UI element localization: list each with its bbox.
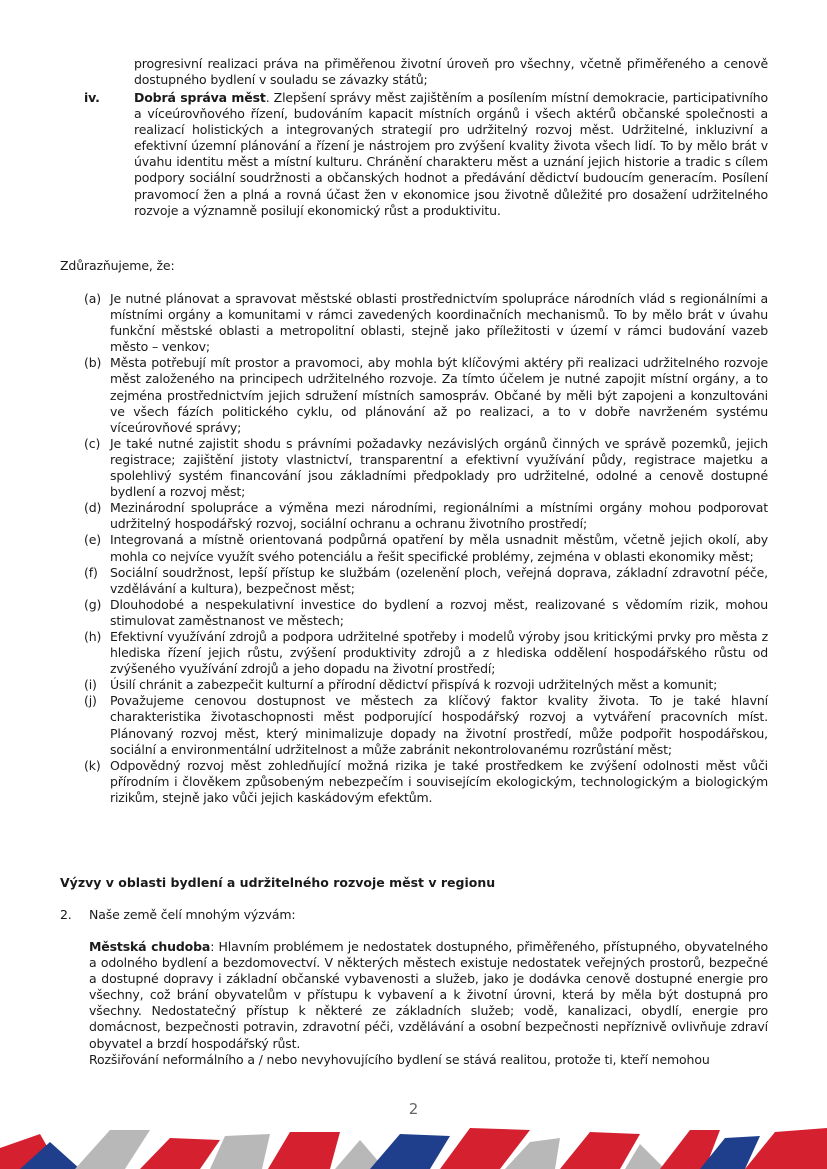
item-text: Úsilí chránit a zabezpečit kulturní a přírodní dědictví přispívá k rozvoji udržitelných měst a komunit;	[110, 677, 718, 693]
item-label: (a)	[84, 291, 101, 306]
paragraph-title: Městská chudoba	[89, 939, 211, 954]
list-item	[84, 500, 768, 532]
footer-shapes	[0, 1128, 827, 1169]
continuation-text: progresivní realizaci práva na přiměřenou životní úroveň pro všechny, včetně přiměřeného a cenově dostupného bydlení v souladu se závazky států;	[134, 56, 768, 88]
section-2-header	[60, 907, 768, 923]
list-item	[84, 436, 768, 500]
item-label: (k)	[84, 757, 101, 773]
item-text: Považujeme cenovou dostupnost ve městech za klíčový faktor kvality života. To je také hlavní charakteristika životaschopnosti měst podporující hospodářský rozvoj a vytváření pracovních míst. Plánovaný rozvoj měst, který minimalizuje dopady na životní prostředí, může podpořit hospodářskou, sociální a environmentální udržitelnost a může zabránit nekontrolovanému rozrůstání měst;	[110, 693, 768, 757]
section-number: 2.	[60, 907, 72, 922]
item-text: Mezinárodní spolupráce a výměna mezi národními, regionálními a místními orgány mohou podporovat udržitelný hospodářský rozvoj, sociální ochranu a ochranu životního prostředí;	[110, 500, 768, 532]
section-2-body	[89, 939, 768, 1068]
section-heading: Výzvy v oblasti bydlení a udržitelného rozvoje měst v regionu	[60, 875, 496, 890]
item-text: . Zlepšení správy měst zajištěním a posílením místní demokracie, participativního a víceúrovňového řízení, budováním kapacit místních orgánů i všech aktérů občanské společnosti a realizací holistických a integrovaných strategií pro udržitelný rozvoj měst. Udržitelné, inkluzivní a efektivní územní plánování a řízení je nástrojem pro zvýšení kvality života všech lidí. To by mělo brát v úvahu identitu měst a místní kulturu. Chránění charakteru měst a uznání jejich historie a tradic s cílem podpory sociální soudržnosti a občanských hodnot a předávání dědictví budoucím generacím. Posílení pravomocí žen a plná a rovná účast žen v ekonomice jsou životně důležité pro dosažení udržitelného rozvoje a významně posilují ekonomický růst a produktivitu.	[134, 90, 769, 218]
list-item	[84, 597, 768, 629]
item-label: (g)	[84, 596, 102, 612]
item-label: (c)	[84, 435, 101, 451]
list-item	[84, 565, 768, 597]
item-text: Dlouhodobé a nespekulativní investice do bydlení a rozvoj měst, realizované s vědomím rizik, mohou stimulovat zaměstnanost ve městech;	[110, 596, 768, 628]
paragraph-text: : Hlavním problémem je nedostatek dostupného, přiměřeného, přístupného, obyvatelného a odolného bydlení a bezdomovectví. V některých městech existuje nedostatek veřejných prostorů, bezpečné a dostupné dopravy i základní občanské vybavenosti a služeb, jako je dodávka cenově dostupné energie pro všechny, což brání obyvatelům v přístupu k vybavení a k životní úrovni, která by měla být dostupná pro všechny. Nedostatečný přístup k některé ze základních služeb; vodě, kanalizaci, obydlí, energie pro domácnost, bezpečnosti potravin, zdravotní péči, vzdělávání a osobní bezpečnosti nepříznivě ovlivňuje zdraví obyvatel a brzdí hospodářský růst.	[89, 939, 768, 1051]
list-item	[84, 355, 768, 435]
list-item	[84, 758, 768, 806]
page-number: 2	[408, 1100, 419, 1118]
list-item	[84, 677, 768, 693]
item-label: (b)	[84, 355, 102, 371]
intro-text: Zdůrazňujeme, že:	[60, 258, 175, 273]
list-item-iv	[84, 90, 768, 219]
section-lead: Naše země čelí mnohým výzvám:	[89, 907, 296, 922]
item-body	[134, 90, 768, 219]
item-label: (i)	[84, 677, 97, 693]
list-item	[84, 532, 768, 564]
item-text: Je nutné plánovat a spravovat městské oblasti prostřednictvím spolupráce národních vlád s regionálními a místními orgány a komunitami v rámci zavedených koordinačních mechanismů. To by mělo brát v úvahu funkční městské oblasti a metropolitní oblasti, stejně jako příležitosti v území v rámci budování vazeb město – venkov;	[110, 291, 768, 355]
list-item	[84, 693, 768, 757]
decorative-footer-band	[0, 1128, 827, 1169]
list-item	[84, 629, 768, 677]
item-text: Je také nutné zajistit shodu s právními požadavky nezávislých orgánů činných ve správě pozemků, jejich registrace; zajištění jistoty vlastnictví, transparentní a efektivní využívání půdy, registrace majetku a spolehlivý systém financování jsou základními předpoklady pro udržitelné, odolné a cenově dostupné bydlení a rozvoj měst;	[110, 435, 768, 500]
item-text: Města potřebují mít prostor a pravomoci, aby mohla být klíčovými aktéry při realizaci udržitelného rozvoje měst založeného na principech udržitelného rozvoje. Za tímto účelem je nutné zapojit místní orgány, a to zejména prostřednictvím jejich sdružení místních samospráv. Občané by měli být zapojeni a konzultováni ve všech fázích politického cyklu, od plánování až po realizaci, a to v dobře navrženém systému víceúrovňové správy;	[110, 355, 768, 435]
item-title: Dobrá správa měst	[134, 90, 266, 105]
item-label: (d)	[84, 500, 102, 516]
item-number: iv.	[84, 90, 100, 105]
item-text: Sociální soudržnost, lepší přístup ke službám (ozelenění ploch, veřejná doprava, základní zdravotní péče, vzdělávání a kultura), bezpečnost měst;	[110, 564, 768, 596]
list-item	[84, 291, 768, 355]
item-label: (h)	[84, 628, 102, 644]
urban-poverty-paragraph	[89, 939, 768, 1052]
emphasis-list	[84, 291, 768, 806]
item-text: Integrovaná a místně orientovaná podpůrná opatření by měla usnadnit městům, včetně jejich okolí, aby mohla co nejvíce využít svého potenciálu a řešit specifické problémy, zejména v oblasti ekonomiky měst;	[110, 532, 768, 564]
informal-housing-paragraph: Rozšiřování neformálního a / nebo nevyhovujícího bydlení se stává realitou, protože ti, kteří nemohou	[89, 1051, 710, 1067]
item-label: (j)	[84, 693, 97, 709]
item-label: (f)	[84, 564, 98, 580]
item-label: (e)	[84, 532, 101, 548]
item-text: Efektivní využívání zdrojů a podpora udržitelné spotřeby i modelů výroby jsou kritickými prvky pro města z hlediska řízení jejich růstu, zvýšení produktivity zdrojů a z hlediska oddělení hospodářského růstu od zvýšeného využívání zdrojů a jeho dopadu na životní prostředí;	[110, 628, 768, 677]
item-text: Odpovědný rozvoj měst zohledňující možná rizika je také prostředkem ke zvýšení odolnosti měst vůči přírodním i člověkem způsobeným nebezpečím i souvisejícím ekologickým, technologickým a biologickým rizikům, stejně jako vůči jejich kaskádovým efektům.	[110, 757, 768, 805]
